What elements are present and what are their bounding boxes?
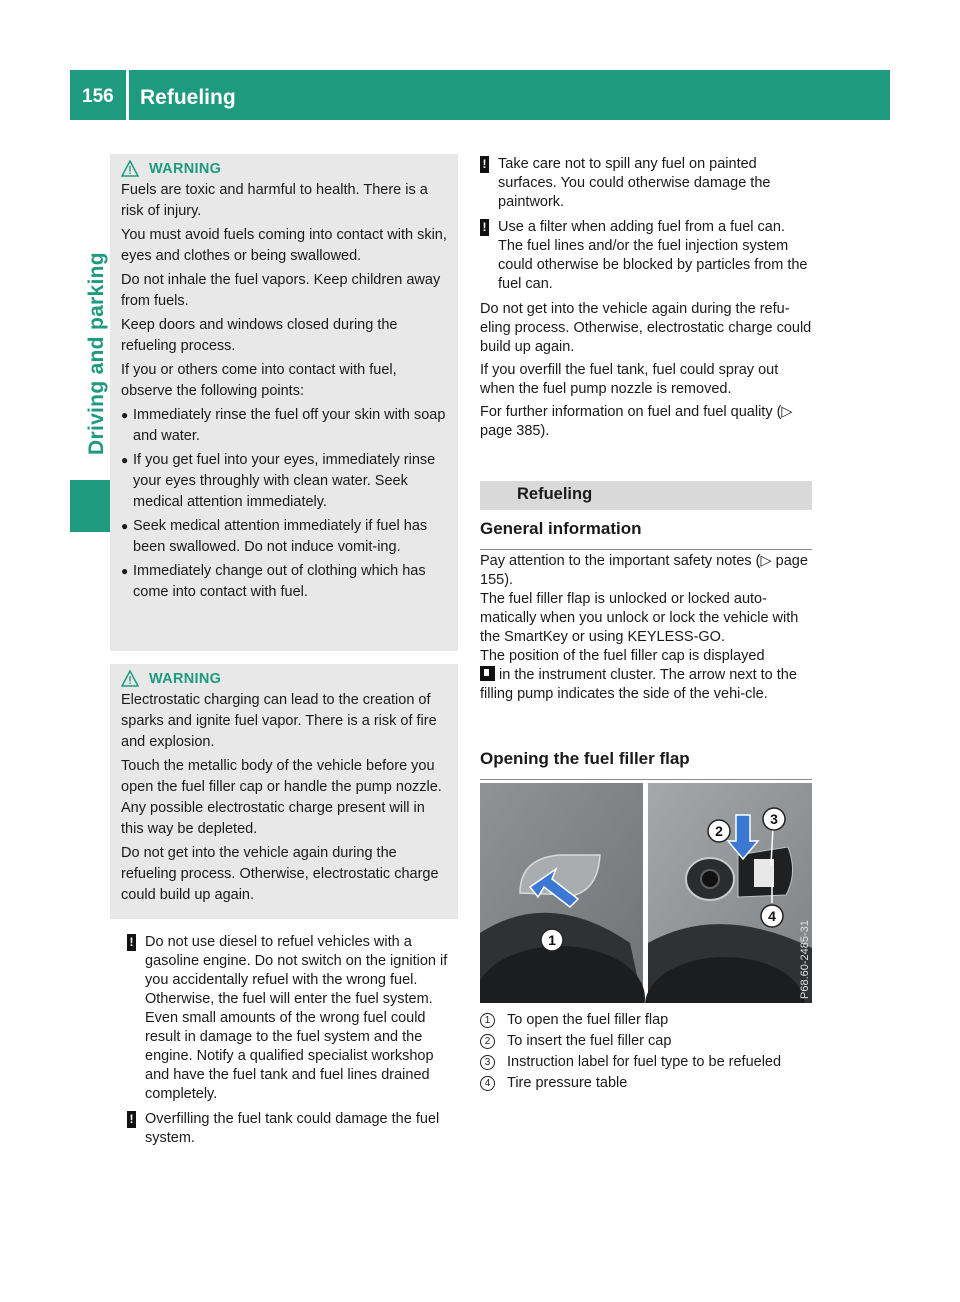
list-item: ● Immediately rinse the fuel off your skin with soap and water. bbox=[121, 405, 450, 447]
warning-triangle-icon bbox=[121, 670, 139, 687]
warning-box-electrostatic bbox=[110, 664, 458, 919]
note-item bbox=[127, 1110, 461, 1148]
section-title: Refueling bbox=[517, 485, 593, 503]
warning-box-toxic bbox=[110, 154, 458, 651]
legend-text: To open the fuel filler flap bbox=[507, 1012, 669, 1028]
photo-divider bbox=[643, 783, 648, 1003]
note-text: Do not use diesel to refuel vehicles with a gasoline engine. Do not switch on the ignition if you accidentally refuel with the wrong fuel. Otherwise, the fuel will enter the fuel system. Even small amounts of the wrong fuel could result in damage to the fuel system and the engine. Notify a qualified specialist workshop and have the fuel tank and fuel lines drained completely. bbox=[145, 934, 448, 1102]
legend-number: 2 bbox=[480, 1034, 495, 1049]
legend-number: 1 bbox=[480, 1013, 495, 1028]
warning-text: You must avoid fuels coming into contact with skin, eyes and clothes or being swallowed. bbox=[121, 227, 447, 264]
list-item-text: Seek medical attention immediately if fuel has been swallowed. Do not induce vomit-ing. bbox=[133, 518, 428, 555]
legend-text: To insert the fuel filler cap bbox=[507, 1033, 672, 1049]
legend-item bbox=[480, 1010, 812, 1031]
legend-item bbox=[480, 1073, 812, 1094]
list-item-text: Immediately rinse the fuel off your skin with soap and water. bbox=[133, 407, 446, 444]
note-text: Use a filter when adding fuel from a fuel can. The fuel lines and/or the fuel injection system could otherwise be blocked by particles from the fuel can. bbox=[498, 219, 808, 292]
callout-3-label: 3 bbox=[770, 811, 778, 827]
body-text: Pay attention to the important safety notes (▷ page 155). bbox=[480, 553, 808, 588]
legend-number: 4 bbox=[480, 1076, 495, 1091]
section-band bbox=[480, 481, 812, 510]
warning-heading: WARNING bbox=[149, 670, 222, 687]
opening-flap-heading: Opening the fuel filler flap bbox=[480, 749, 812, 780]
list-item: ● Immediately change out of clothing which has come into contact with fuel. bbox=[121, 561, 450, 603]
note-text: Take care not to spill any fuel on painted surfaces. You could otherwise damage the paintwork. bbox=[498, 156, 771, 210]
fuel-flap-photo bbox=[480, 783, 812, 1003]
warning-text: Do not inhale the fuel vapors. Keep children away from fuels. bbox=[121, 272, 441, 309]
note-text: Overfilling the fuel tank could damage the fuel system. bbox=[145, 1111, 440, 1146]
exclamation-icon: ! bbox=[127, 1111, 136, 1128]
warning-triangle-icon bbox=[121, 160, 139, 177]
exclamation-icon: ! bbox=[127, 934, 136, 951]
fuel-position-rest: in the instrument cluster. The arrow next to the filling pump indicates the side of the vehi-cle. bbox=[480, 667, 797, 702]
body-text: For further information on fuel and fuel quality (▷ page 385). bbox=[480, 404, 793, 439]
legend-text: Instruction label for fuel type to be refueled bbox=[507, 1054, 782, 1070]
body-text: Do not get into the vehicle again during the refu-eling process. Otherwise, electrostatic charge could build up again. bbox=[480, 301, 812, 355]
warning-text: Do not get into the vehicle again during the refueling process. Otherwise, electrostatic charge could build up again. bbox=[121, 845, 439, 903]
general-information-heading: General information bbox=[480, 519, 812, 550]
list-item: ● If you get fuel into your eyes, immediately rinse your eyes throughly with clean water. Seek medical attention immediately. bbox=[121, 450, 450, 513]
warning-text: Electrostatic charging can lead to the creation of sparks and ignite fuel vapor. There is a risk of fire and explosion. bbox=[121, 692, 437, 750]
exclamation-icon: ! bbox=[480, 156, 489, 173]
note-item bbox=[127, 933, 461, 1104]
callout-1-label: 1 bbox=[548, 932, 556, 948]
page-number: 156 bbox=[82, 86, 114, 107]
general-information-text bbox=[480, 552, 812, 704]
photo-legend bbox=[480, 1010, 812, 1094]
page-title: Refueling bbox=[140, 86, 236, 109]
list-item-text: Immediately change out of clothing which has come into contact with fuel. bbox=[133, 563, 426, 600]
right-paragraphs bbox=[480, 300, 812, 441]
warning-text: Keep doors and windows closed during the refueling process. bbox=[121, 317, 398, 354]
body-text: The fuel filler flap is unlocked or locked auto-matically when you unlock or lock the vehicle with the SmartKey or using KEYLESS-GO. bbox=[480, 591, 799, 645]
legend-number: 3 bbox=[480, 1055, 495, 1070]
side-tab-label: Driving and parking bbox=[85, 252, 108, 455]
legend-item bbox=[480, 1052, 812, 1073]
list-item-text: If you get fuel into your eyes, immediately rinse your eyes throughly with clean water. Seek medical attention immediately. bbox=[133, 452, 436, 510]
list-item: ● Seek medical attention immediately if fuel has been swallowed. Do not induce vomit-ing. bbox=[121, 516, 450, 558]
warning-heading: WARNING bbox=[149, 160, 222, 177]
note-item bbox=[480, 218, 812, 294]
legend-item bbox=[480, 1031, 812, 1052]
warning-text: Touch the metallic body of the vehicle before you open the fuel filler cap or handle the pump nozzle. Any possible electrostatic charge present will in this way be depleted. bbox=[121, 758, 442, 837]
photo-code: P68.60-2485-31 bbox=[799, 920, 811, 999]
exclamation-icon: ! bbox=[480, 219, 489, 236]
notes-right bbox=[480, 155, 812, 300]
fuel-filler-neck bbox=[701, 870, 719, 888]
note-item bbox=[480, 155, 812, 212]
fuel-position-text bbox=[480, 647, 812, 704]
warning-text: Fuels are toxic and harmful to health. There is a risk of injury. bbox=[121, 182, 428, 219]
header-divider bbox=[126, 70, 129, 120]
notes-left bbox=[127, 933, 461, 1154]
callout-2-label: 2 bbox=[715, 823, 723, 839]
legend-text: Tire pressure table bbox=[507, 1075, 628, 1091]
fuel-pump-icon bbox=[480, 666, 495, 681]
fuel-position-start: The position of the fuel filler cap is displayed bbox=[480, 648, 765, 664]
body-text: If you overfill the fuel tank, fuel could spray out when the fuel pump nozzle is removed. bbox=[480, 362, 779, 397]
warning-text: If you or others come into contact with fuel, observe the following points: bbox=[121, 362, 397, 399]
callout-4-label: 4 bbox=[768, 908, 776, 924]
